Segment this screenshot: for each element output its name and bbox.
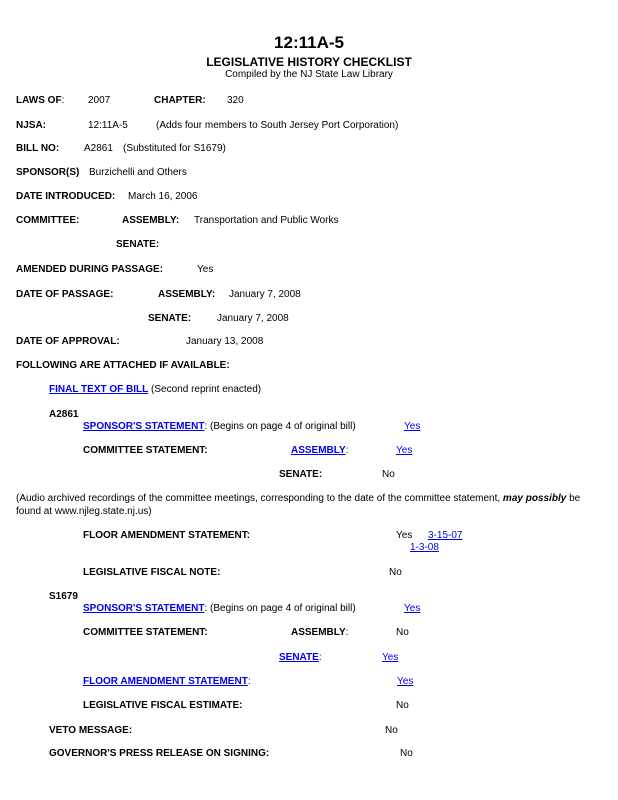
sponsors-value: Burzichelli and Others: [89, 167, 187, 178]
a2861-sponsor-statement-yes-link[interactable]: Yes: [404, 421, 421, 432]
s1679-bill-label: S1679: [49, 591, 78, 602]
njsa-value: 12:11A-5: [88, 120, 128, 131]
press-release-label: GOVERNOR'S PRESS RELEASE ON SIGNING:: [49, 748, 270, 759]
veto-label: VETO MESSAGE:: [49, 725, 133, 736]
approval-label: DATE OF APPROVAL:: [16, 336, 120, 347]
bill-no-value: A2861: [84, 143, 113, 154]
committee-label: COMMITTEE:: [16, 215, 80, 226]
a2861-floor-amendment-link-2[interactable]: 1-3-08: [410, 542, 439, 553]
final-text-row: FINAL TEXT OF BILL (Second reprint enacted): [49, 384, 262, 395]
a2861-assembly-row: ASSEMBLY:: [291, 445, 349, 456]
a2861-floor-amendment-link-1[interactable]: 3-15-07: [428, 530, 463, 541]
s1679-floor-amendment-link[interactable]: FLOOR AMENDMENT STATEMENT: [83, 676, 248, 687]
s1679-fiscal-estimate-value: No: [396, 700, 409, 711]
laws-of-label: LAWS OF:: [16, 95, 65, 106]
committee-senate-label: SENATE:: [116, 239, 160, 250]
s1679-senate-link[interactable]: SENATE: [279, 652, 319, 663]
a2861-floor-amendment-value: Yes: [396, 530, 413, 541]
a2861-sponsor-statement-row: SPONSOR'S STATEMENT: (Begins on page 4 of original bill): [83, 421, 356, 432]
s1679-senate-yes-link[interactable]: Yes: [382, 652, 399, 663]
audio-note-emphasis: may possibly: [502, 493, 567, 504]
final-text-link[interactable]: FINAL TEXT OF BILL: [49, 384, 149, 395]
s1679-senate-row: SENATE:: [279, 652, 322, 663]
njsa-label: NJSA:: [16, 120, 47, 131]
document-code: 12:11A-5: [274, 33, 344, 52]
njsa-note: (Adds four members to South Jersey Port Corporation): [156, 120, 399, 131]
passage-assembly-value: January 7, 2008: [229, 289, 301, 300]
compiled-by: Compiled by the NJ State Law Library: [225, 69, 393, 80]
amended-value: Yes: [197, 264, 214, 275]
chapter-value: 320: [227, 95, 244, 106]
s1679-committee-statement-label: COMMITTEE STATEMENT:: [83, 627, 208, 638]
passage-senate-label: SENATE:: [148, 313, 192, 324]
a2861-assembly-link[interactable]: ASSEMBLY: [291, 445, 346, 456]
bill-no-note: (Substituted for S1679): [123, 143, 226, 154]
approval-value: January 13, 2008: [186, 336, 264, 347]
document-title: LEGISLATIVE HISTORY CHECKLIST: [206, 55, 412, 69]
passage-label: DATE OF PASSAGE:: [16, 289, 114, 300]
a2861-floor-amendment-label: FLOOR AMENDMENT STATEMENT:: [83, 530, 251, 541]
committee-assembly-value: Transportation and Public Works: [194, 215, 339, 226]
a2861-bill-label: A2861: [49, 409, 79, 420]
date-introduced-value: March 16, 2006: [128, 191, 198, 202]
a2861-senate-label: SENATE:: [279, 469, 323, 480]
press-release-value: No: [400, 748, 413, 759]
s1679-assembly-value: No: [396, 627, 409, 638]
a2861-committee-statement-label: COMMITTEE STATEMENT:: [83, 445, 208, 456]
laws-of-value: 2007: [88, 95, 111, 106]
s1679-assembly-row: ASSEMBLY:: [291, 627, 349, 638]
passage-senate-value: January 7, 2008: [217, 313, 289, 324]
a2861-fiscal-note-label: LEGISLATIVE FISCAL NOTE:: [83, 567, 221, 578]
s1679-fiscal-estimate-label: LEGISLATIVE FISCAL ESTIMATE:: [83, 700, 243, 711]
a2861-fiscal-note-value: No: [389, 567, 402, 578]
date-introduced-label: DATE INTRODUCED:: [16, 191, 116, 202]
attached-heading: FOLLOWING ARE ATTACHED IF AVAILABLE:: [16, 360, 230, 371]
bill-no-label: BILL NO:: [16, 143, 60, 154]
s1679-sponsor-statement-row: SPONSOR'S STATEMENT: (Begins on page 4 of original bill): [83, 603, 356, 614]
sponsors-label: SPONSOR(S): [16, 167, 80, 178]
a2861-senate-value: No: [382, 469, 395, 480]
veto-value: No: [385, 725, 398, 736]
s1679-floor-amendment-row: FLOOR AMENDMENT STATEMENT:: [83, 676, 251, 687]
audio-note-line-2: found at www.njleg.state.nj.us): [16, 506, 152, 517]
a2861-sponsor-statement-link[interactable]: SPONSOR'S STATEMENT: [83, 421, 205, 432]
audio-note-line-1: (Audio archived recordings of the committee meetings, corresponding to the date of the committee statement, may possibly be: [16, 493, 581, 504]
passage-assembly-label: ASSEMBLY:: [158, 289, 216, 300]
s1679-sponsor-statement-yes-link[interactable]: Yes: [404, 603, 421, 614]
a2861-assembly-yes-link[interactable]: Yes: [396, 445, 413, 456]
chapter-label: CHAPTER:: [154, 95, 206, 106]
s1679-floor-amendment-yes-link[interactable]: Yes: [397, 676, 414, 687]
amended-label: AMENDED DURING PASSAGE:: [16, 264, 164, 275]
s1679-sponsor-statement-link[interactable]: SPONSOR'S STATEMENT: [83, 603, 205, 614]
committee-assembly-label: ASSEMBLY:: [122, 215, 180, 226]
